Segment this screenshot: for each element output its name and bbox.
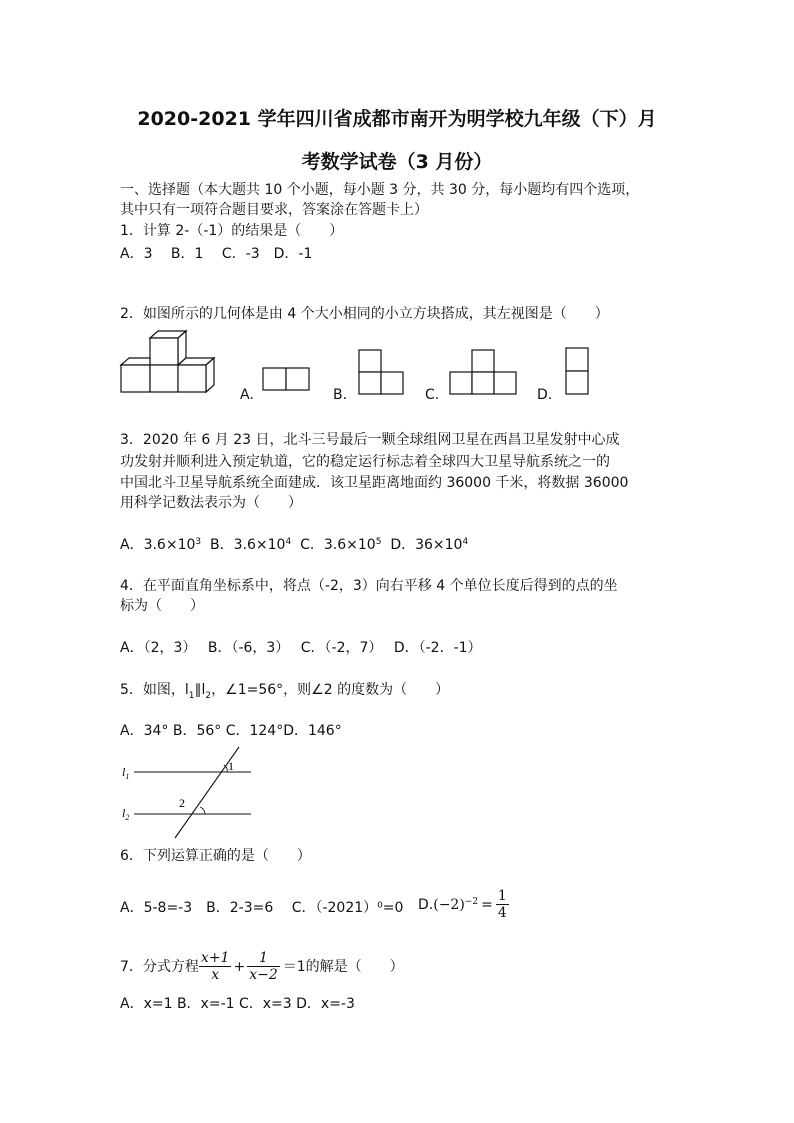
q3-line1: 3．2020 年 6 月 23 日，北斗三号最后一颗全球组网卫星在西昌卫星发射中心成: [120, 432, 620, 448]
q5-stem: 5．如图，$l_1\parallel l_2$，∠1=56°，则∠2 的度数为（ ）: [120, 682, 450, 701]
q7-options: A．x=1 B．x=-1 C．x=3 D．x=-3: [120, 996, 355, 1012]
q7-stem: 7．分式方程 $\frac{x+1}{x}$ + $\frac{1}{x-2}$ ＝1的解是（ ）: [120, 950, 404, 983]
label-l2: $l_2$: [122, 806, 130, 822]
angle-2-arc: [200, 807, 205, 814]
q2-option-c-label: C.: [425, 387, 440, 403]
section-heading-line2: 其中只有一项符合题目要求，答案涂在答题卡上）: [120, 202, 428, 218]
q6-stem: 6．下列运算正确的是（ ）: [120, 848, 311, 864]
q3-line3: 中国北斗卫星导航系统全面建成．该卫星距离地面约 36000 千米，将数据 36000: [120, 475, 629, 491]
label-l1: $l_1$: [122, 765, 130, 781]
exam-title-line2: 考数学试卷（3 月份）: [301, 151, 493, 173]
q1-stem: 1．计算 2-（-1）的结果是（ ）: [120, 223, 344, 239]
q4-line1: 4．在平面直角坐标系中，将点（-2，3）向右平移 4 个单位长度后得到的点的坐: [120, 578, 618, 594]
q2-option-b-figure: [358, 349, 408, 397]
q2-option-c-figure: [449, 349, 521, 397]
q2-option-d-label: D.: [537, 387, 553, 403]
q5-parallel-lines-figure: [120, 745, 260, 841]
q5-options: A．34° B．56° C．124°D．146°: [120, 723, 342, 739]
q2-option-a-label: A.: [240, 387, 254, 403]
label-angle-1: 1: [228, 759, 234, 773]
cube-top: [150, 331, 186, 365]
label-angle-2: 2: [179, 796, 185, 810]
q3-option-c: C．$3.6\times 10^5$: [300, 537, 382, 553]
q6-option-d: $D.(-2)^{-2}$ = $\frac{1}{4}$: [418, 888, 507, 921]
q3-line4: 用科学记数法表示为（ ）: [120, 495, 302, 511]
q3-option-a: A．$3.6\times 10^3$: [120, 537, 202, 553]
q6-options-abc: A．5-8=-3 B．2-3=6 C．（-2021）⁰=0: [120, 900, 404, 916]
q2-option-a-figure: [262, 367, 312, 393]
q2-stem: 2．如图所示的几何体是由 4 个大小相同的小立方块搭成，其左视图是（ ）: [120, 306, 609, 322]
q3-option-b: B．$3.6\times 10^4$: [210, 537, 292, 553]
q6-option-d-fraction: $\frac{1}{4}$: [497, 888, 507, 921]
q2-option-d-figure: [565, 347, 591, 397]
q2-solid-figure: [118, 330, 218, 396]
q1-options: A．3 B．1 C．-3 D．-1: [120, 246, 313, 262]
section-heading-line1: 一、选择题（本大题共 10 个小题，每小题 3 分，共 30 分，每小题均有四个选项，: [120, 182, 640, 198]
exam-title-line1: 2020-2021 学年四川省成都市南开为明学校九年级（下）月: [137, 108, 657, 130]
q7-fraction-2: $\frac{1}{x-2}$: [249, 950, 278, 983]
q4-options: A．（2，3） B．（-6，3） C．（-2，7） D．（-2．-1）: [120, 640, 482, 656]
q3-options: [120, 536, 468, 554]
q4-line2: 标为（ ）: [120, 598, 204, 614]
q2-option-b-label: B.: [333, 387, 348, 403]
q3-line2: 功发射并顺利进入预定轨道，它的稳定运行标志着全球四大卫星导航系统之一的: [120, 454, 610, 470]
q3-option-d: D．$36\times 10^4$: [390, 537, 469, 553]
q7-fraction-1: $\frac{x+1}{x}$: [200, 950, 230, 983]
